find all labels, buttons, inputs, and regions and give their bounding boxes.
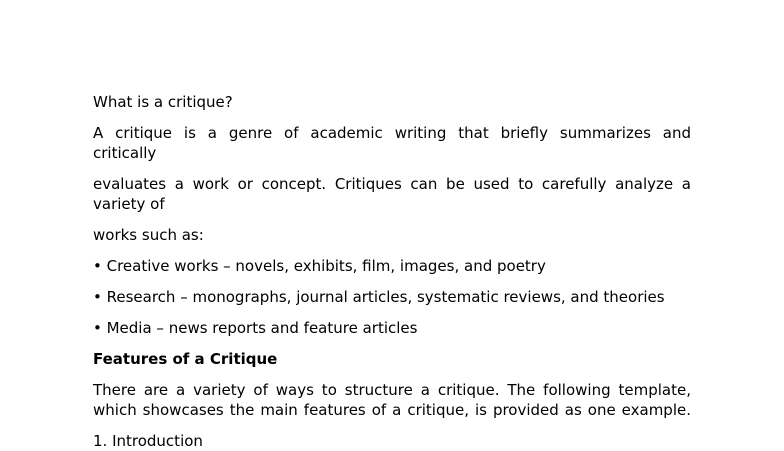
numbered-list-item: 1. Introduction [93,432,203,450]
bullet-item: • Research – monographs, journal articles, systematic reviews, and theories [93,288,665,306]
features-paragraph-line: which showcases the main features of a critique, is provided as one example. [93,401,691,419]
document-body [93,92,691,451]
bullet-item: • Media – news reports and feature articles [93,319,418,337]
intro-paragraph-line: variety of [93,195,165,213]
intro-paragraph-line: works such as: [93,226,204,244]
intro-paragraph-line: A critique is a genre of academic writing that briefly summarizes and [93,124,691,142]
bullet-item: • Creative works – novels, exhibits, film, images, and poetry [93,257,546,275]
intro-paragraph-line: evaluates a work or concept. Critiques can be used to carefully analyze a [93,175,691,193]
section-heading: Features of a Critique [93,350,278,368]
question-heading: What is a critique? [93,93,233,111]
features-paragraph-line: There are a variety of ways to structure a critique. The following template, [93,381,691,399]
intro-paragraph-line: critically [93,144,157,162]
